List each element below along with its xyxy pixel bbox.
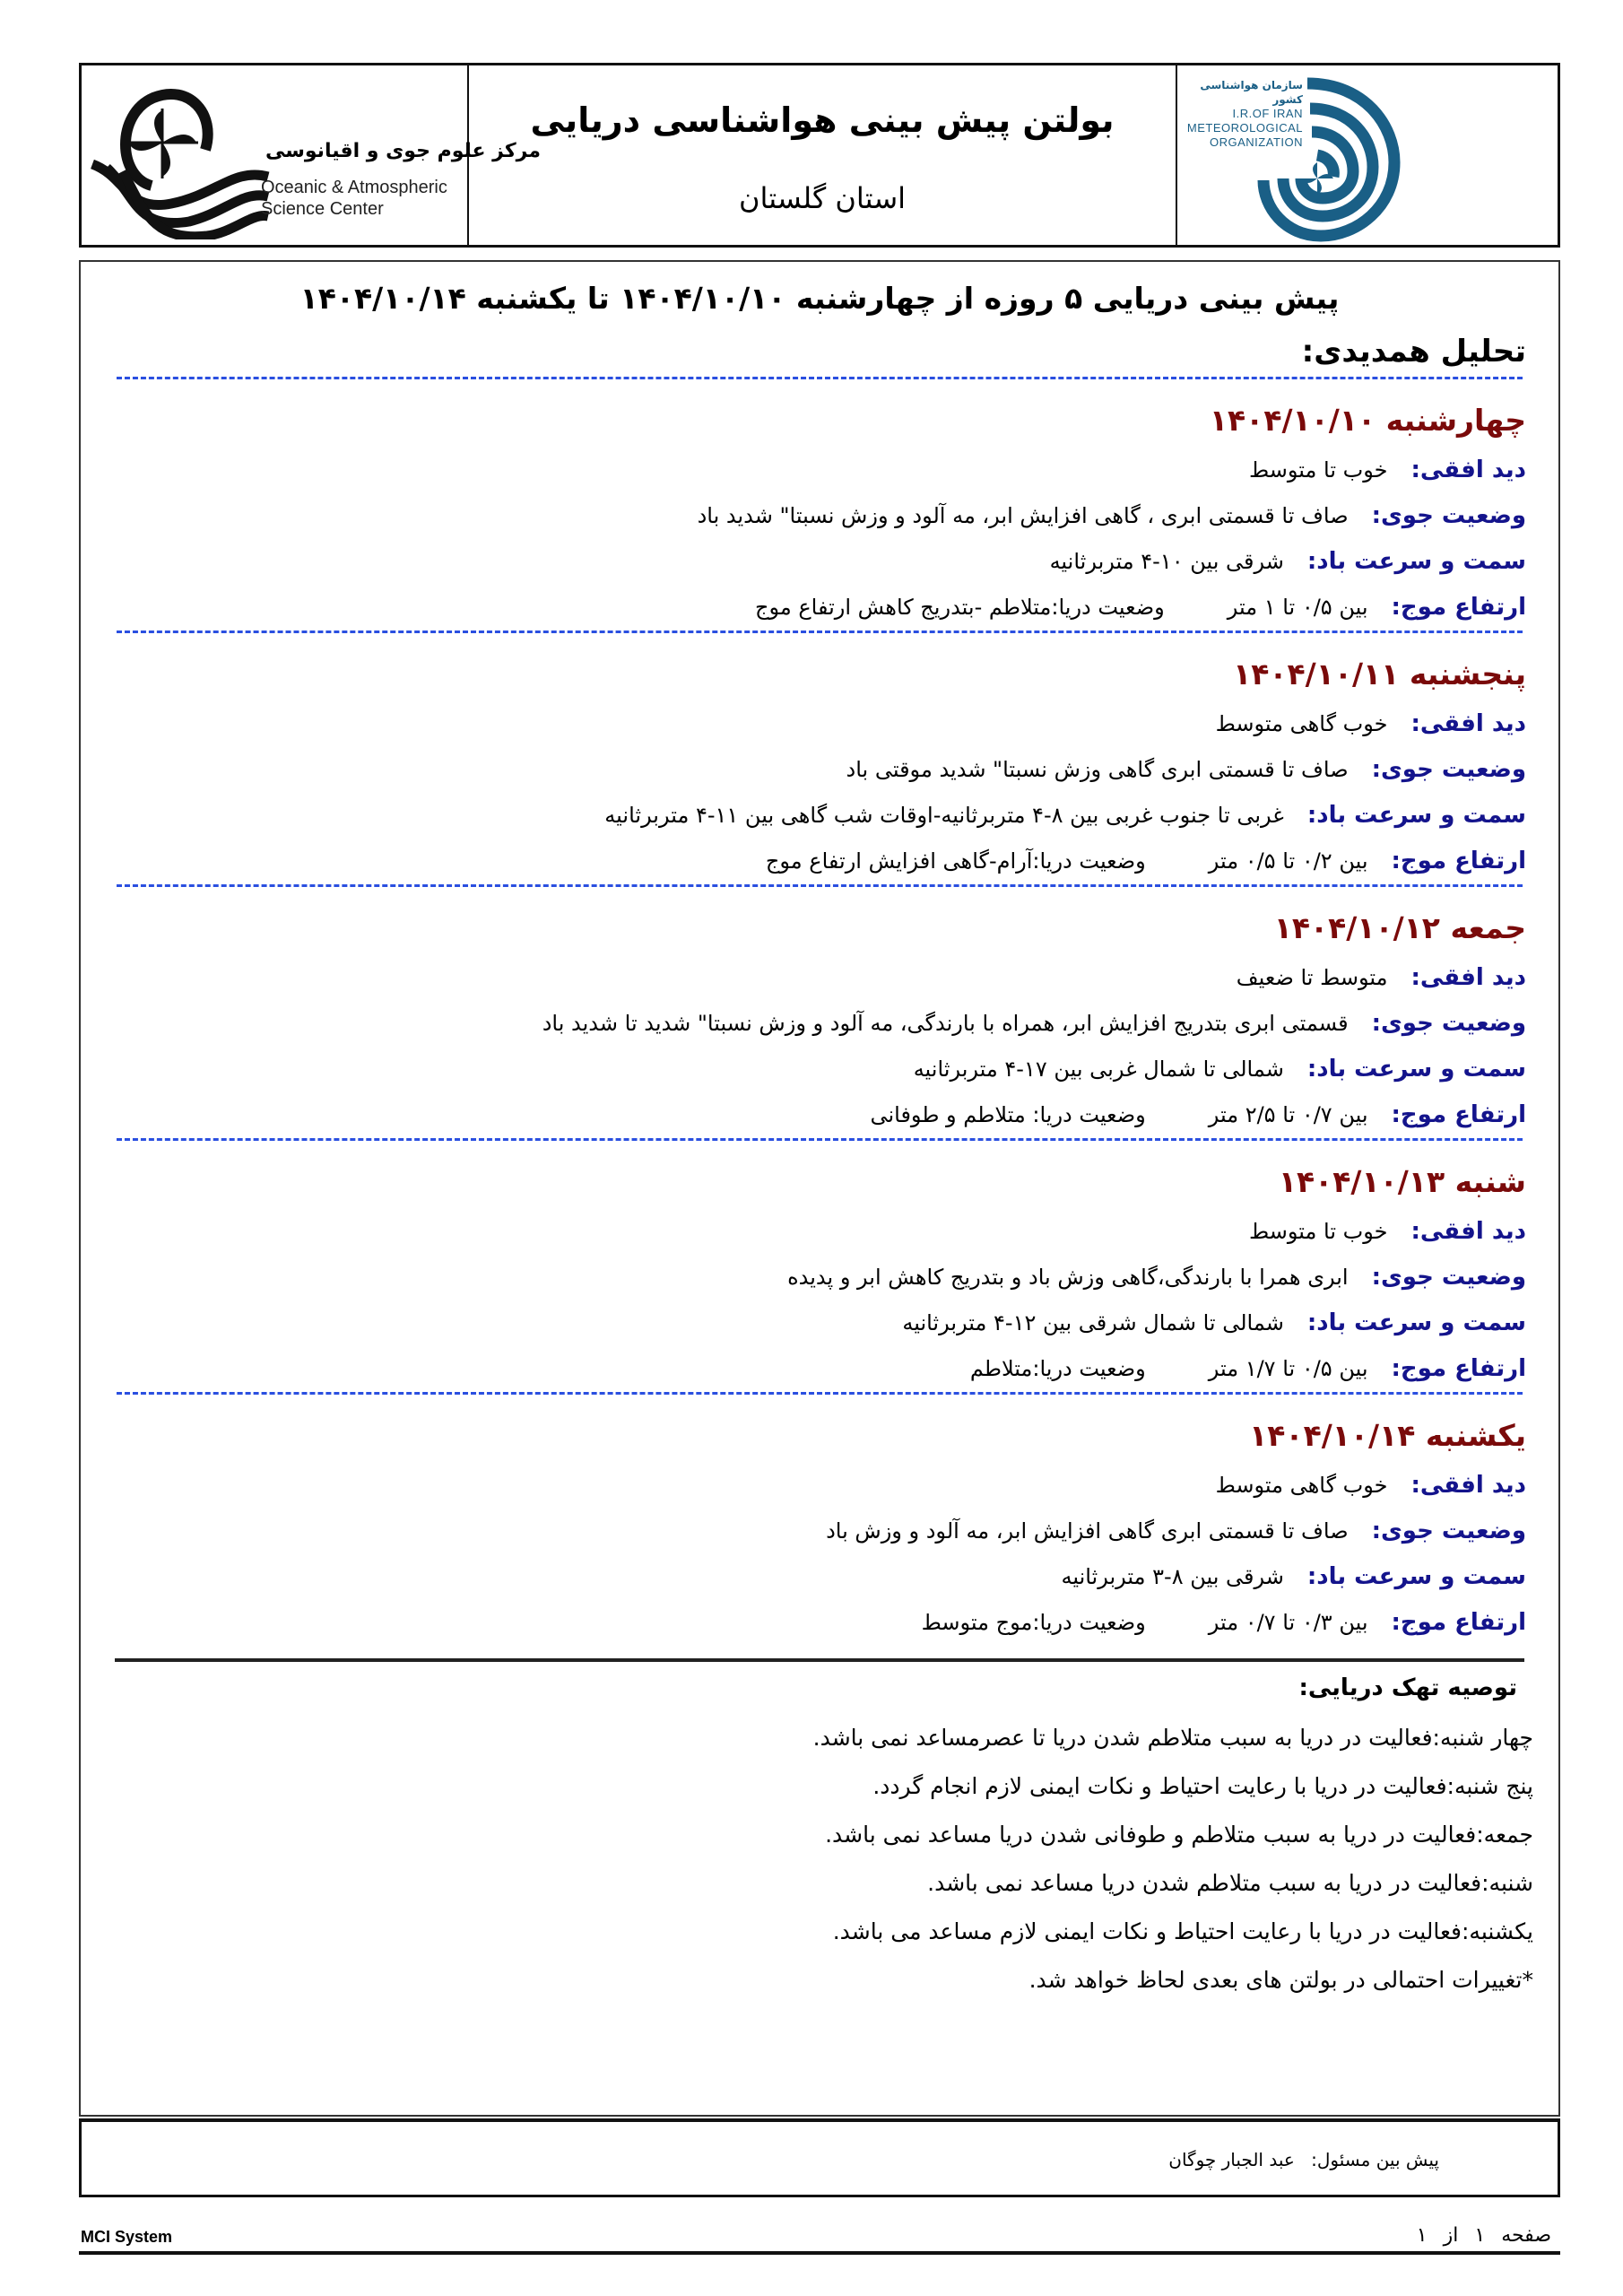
wave-label: ارتفاع موج: (1391, 1101, 1526, 1128)
irimo-line3: ORGANIZATION (1210, 135, 1303, 149)
wind-value: غربی تا جنوب غربی بین ۸-۴ متربرثانیه-اوقات شب گاهی بین ۱۱-۴ متربرثانیه (604, 803, 1284, 828)
footer-rule (79, 2251, 1560, 2255)
wave-label: ارتفاع موج: (1391, 1609, 1526, 1636)
visibility-label: دید افقی: (1410, 1472, 1526, 1499)
sea-state-value: وضعیت دریا:متلاطم -بتدریج کاهش ارتفاع موج (754, 595, 1165, 620)
weather-value: صاف تا قسمتی ابری گاهی افزایش ابر، مه آلود و وزش باد (826, 1518, 1349, 1544)
advice-line: جمعه:فعالیت در دریا به سبب متلاطم و طوفانی شدن دریا مساعد نمی باشد. (825, 1822, 1533, 1848)
oasc-name-en-line2: Science Center (261, 199, 384, 219)
visibility-value: متوسط تا ضعیف (1236, 965, 1388, 990)
wave-label: ارتفاع موج: (1391, 1355, 1526, 1382)
sea-state-value: وضعیت دریا:متلاطم (969, 1356, 1146, 1381)
weather-row (106, 1001, 1526, 1047)
day-forecast (106, 633, 1533, 884)
wind-row (106, 1300, 1526, 1346)
page-total: ۱ (1416, 2224, 1428, 2247)
advice-line: پنج شنبه:فعالیت در دریا با رعایت احتیاط و نکات ایمنی لازم انجام گردد. (872, 1773, 1533, 1799)
wave-row (106, 1600, 1526, 1646)
page-current: ۱ (1474, 2224, 1486, 2247)
signature-box (79, 2118, 1560, 2197)
day-title: چهارشنبه ۱۴۰۴/۱۰/۱۰ (1209, 403, 1526, 438)
wind-label: سمت و سرعت باد: (1306, 1309, 1526, 1336)
of-label: از (1443, 2224, 1459, 2247)
wave-value: بین ۰/۳ تا ۰/۷ متر (1208, 1610, 1368, 1635)
day-forecast (106, 1141, 1533, 1392)
advice-note: *تغییرات احتمالی در بولتن های بعدی لحاظ خواهد شد. (1028, 1967, 1533, 1993)
wind-value: شمالی تا شمال غربی بین ۱۷-۴ متربرثانیه (913, 1057, 1284, 1082)
bulletin-header (79, 63, 1560, 248)
oasc-name-fa: مرکز علوم جوی و اقیانوسی (265, 140, 541, 162)
oasc-name-en (261, 177, 447, 220)
day-title: یکشنبه ۱۴۰۴/۱۰/۱۴ (1249, 1418, 1526, 1453)
wave-row (106, 1346, 1526, 1392)
wave-row (106, 1092, 1526, 1138)
weather-value: ابری همرا با بارندگی،گاهی وزش باد و بتدریج کاهش ابر و پدیده (787, 1265, 1349, 1290)
wave-value: بین ۰/۷ تا ۲/۵ متر (1208, 1102, 1368, 1127)
day-title: شنبه ۱۴۰۴/۱۰/۱۳ (1278, 1164, 1526, 1199)
weather-row (106, 1509, 1526, 1554)
visibility-row (106, 701, 1526, 747)
page-label: صفحه (1501, 2224, 1551, 2247)
visibility-row (106, 1463, 1526, 1509)
forecaster-signature (1168, 2149, 1439, 2170)
weather-value: قسمتی ابری بتدریج افزایش ابر، همراه با بارندگی، مه آلود و وزش نسبتا" شدید تا شدید باد (542, 1011, 1349, 1036)
oasc-logo-cell (82, 65, 541, 245)
visibility-label: دید افقی: (1410, 457, 1526, 483)
system-name: MCI System (81, 2228, 173, 2246)
wave-value: بین ۰/۵ تا ۱ متر (1227, 595, 1368, 620)
title-cell (469, 65, 1177, 245)
wind-value: شمالی تا شمال شرقی بین ۱۲-۴ متربرثانیه (902, 1310, 1284, 1335)
day-title: جمعه ۱۴۰۴/۱۰/۱۲ (1273, 910, 1526, 945)
wind-label: سمت و سرعت باد: (1306, 1056, 1526, 1083)
visibility-row (106, 955, 1526, 1001)
wind-label: سمت و سرعت باد: (1306, 1563, 1526, 1590)
irimo-line2: METEOROLOGICAL (1186, 121, 1303, 135)
wave-row (106, 839, 1526, 884)
forecast-body (79, 260, 1560, 2117)
wave-value: بین ۰/۵ تا ۱/۷ متر (1208, 1356, 1368, 1381)
page-indicator (1401, 2224, 1551, 2247)
weather-row (106, 747, 1526, 793)
irimo-text (1177, 78, 1303, 150)
weather-row (106, 493, 1526, 539)
visibility-label: دید افقی: (1410, 710, 1526, 737)
advice-title: توصیه تهک دریایی: (1298, 1674, 1517, 1701)
marine-advice-section (106, 1662, 1533, 2005)
wind-row (106, 1047, 1526, 1092)
forecast-content (106, 262, 1533, 2005)
advice-line: چهار شنبه:فعالیت در دریا به سبب متلاطم شدن دریا تا عصرمساعد نمی باشد. (812, 1725, 1533, 1751)
province-name: استان گلستان (738, 181, 907, 215)
sea-state-value: وضعیت دریا:آرام-گاهی افزایش ارتفاع موج (765, 848, 1146, 874)
wind-row (106, 539, 1526, 585)
wind-label: سمت و سرعت باد: (1306, 548, 1526, 575)
days-list (106, 377, 1533, 1646)
visibility-value: خوب تا متوسط (1249, 1219, 1388, 1244)
visibility-row (106, 448, 1526, 493)
day-forecast (106, 1395, 1533, 1646)
sea-state-value: وضعیت دریا: متلاطم و طوفانی (870, 1102, 1146, 1127)
oceanic-atmospheric-center-logo-icon (91, 78, 270, 239)
forecaster-name: عبد الجبار چوگان (1168, 2149, 1295, 2170)
wind-label: سمت و سرعت باد: (1306, 802, 1526, 829)
irimo-line1: I.R.OF IRAN (1232, 107, 1303, 120)
wave-label: ارتفاع موج: (1391, 594, 1526, 621)
weather-label: وضعیت جوی: (1371, 1518, 1526, 1544)
irimo-name-fa: سازمان هواشناسی کشور (1200, 79, 1303, 106)
wave-value: بین ۰/۲ تا ۰/۵ متر (1208, 848, 1368, 874)
forecast-title: پیش بینی دریایی ۵ روزه از چهارشنبه ۱۴۰۴/۱۰/۱۰ تا یکشنبه ۱۴۰۴/۱۰/۱۴ (299, 281, 1340, 316)
weather-label: وضعیت جوی: (1371, 756, 1526, 783)
day-title: پنجشنبه ۱۴۰۴/۱۰/۱۱ (1233, 657, 1526, 691)
visibility-value: خوب تا متوسط (1249, 457, 1388, 483)
irimo-logo-cell (1177, 65, 1558, 245)
weather-label: وضعیت جوی: (1371, 502, 1526, 529)
wind-row (106, 1554, 1526, 1600)
visibility-label: دید افقی: (1410, 1218, 1526, 1245)
day-forecast (106, 887, 1533, 1138)
wind-value: شرقی بین ۱۰-۴ متربرثانیه (1049, 549, 1284, 574)
weather-label: وضعیت جوی: (1371, 1264, 1526, 1291)
weather-value: صاف تا قسمتی ابری گاهی وزش نسبتا" شدید موقتی باد (846, 757, 1349, 782)
weather-label: وضعیت جوی: (1371, 1010, 1526, 1037)
sea-state-value: وضعیت دریا:موج متوسط (921, 1610, 1146, 1635)
wind-row (106, 793, 1526, 839)
synoptic-analysis-heading: تحلیل همدیدی: (1301, 334, 1526, 370)
advice-line: یکشنبه:فعالیت در دریا با رعایت احتیاط و نکات ایمنی لازم مساعد می باشد. (832, 1918, 1533, 1944)
wind-value: شرقی بین ۸-۳ متربرثانیه (1061, 1564, 1284, 1589)
visibility-label: دید افقی: (1410, 964, 1526, 991)
wave-label: ارتفاع موج: (1391, 848, 1526, 874)
oasc-name-en-line1: Oceanic & Atmospheric (261, 178, 447, 197)
forecaster-label: پیش بین مسئول: (1311, 2149, 1439, 2170)
visibility-value: خوب گاهی متوسط (1215, 711, 1388, 736)
weather-value: صاف تا قسمتی ابری ، گاهی افزایش ابر، مه آلود و وزش نسبتا" شدید باد (697, 503, 1349, 528)
bulletin-title: بولتن پیش بینی هواشناسی دریایی (530, 100, 1115, 140)
visibility-row (106, 1209, 1526, 1255)
visibility-value: خوب گاهی متوسط (1215, 1473, 1388, 1498)
advice-line: شنبه:فعالیت در دریا به سبب متلاطم شدن دریا مساعد نمی باشد. (927, 1870, 1533, 1896)
day-forecast (106, 379, 1533, 631)
weather-row (106, 1255, 1526, 1300)
wave-row (106, 585, 1526, 631)
